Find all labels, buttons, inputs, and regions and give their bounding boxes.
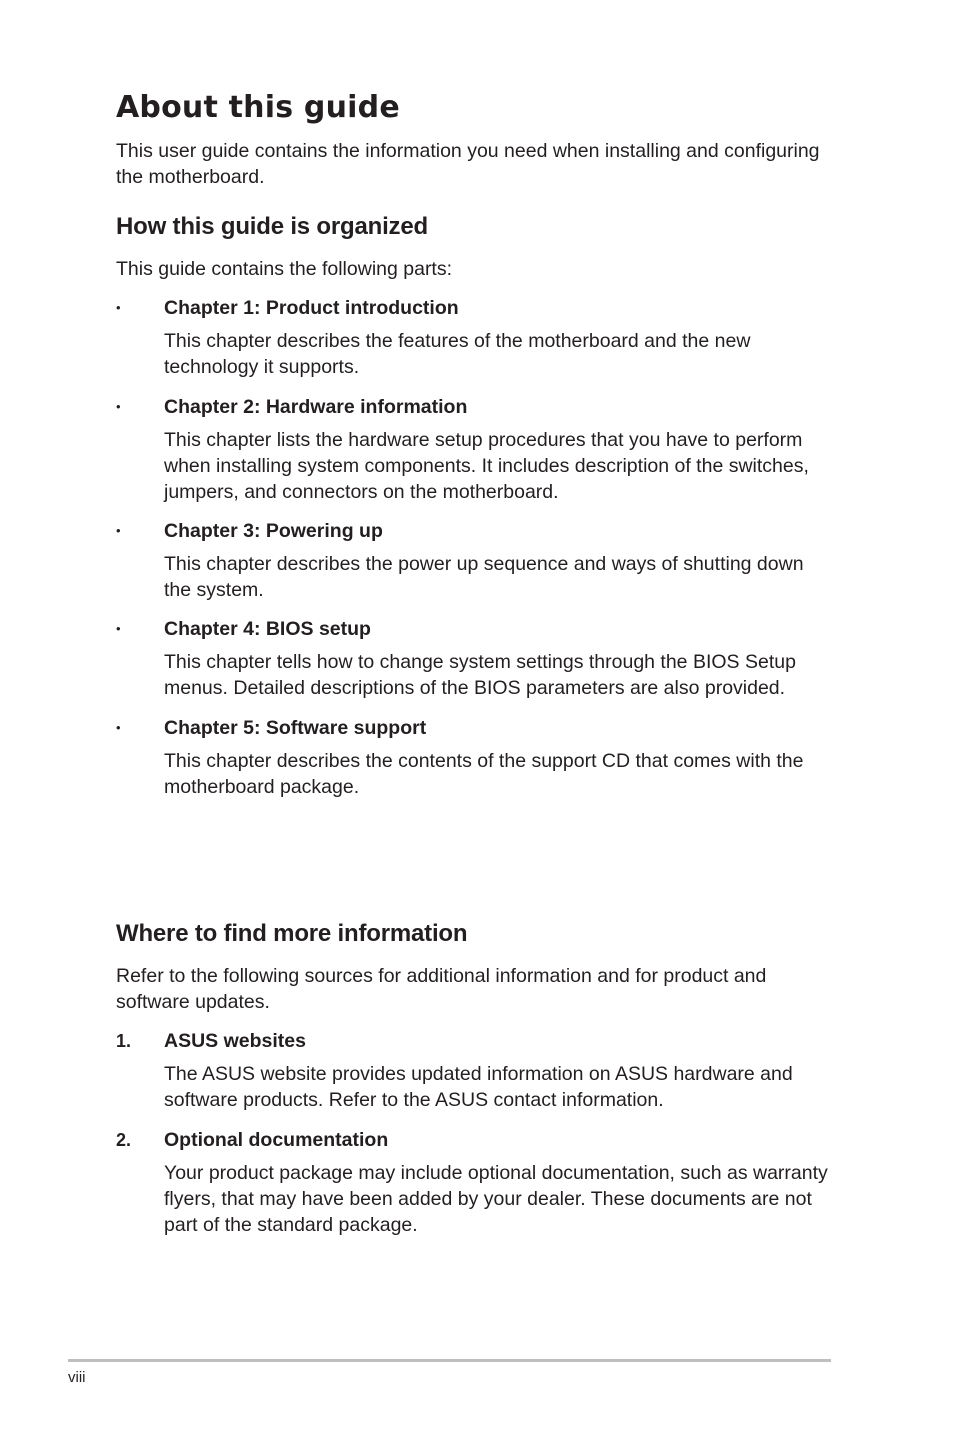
source-description: The ASUS website provides updated information on ASUS hardware and software products. Refer to the ASUS contact information. (164, 1063, 793, 1111)
chapter-description: This chapter describes the contents of the support CD that comes with the motherboard package. (164, 750, 804, 798)
chapter-title: Chapter 4: BIOS setup (164, 618, 371, 640)
source-title: ASUS websites (164, 1030, 306, 1052)
intro-paragraph: This user guide contains the information you need when installing and configuring the motherboard. (116, 140, 820, 188)
chapter-description: This chapter tells how to change system settings through the BIOS Setup menus. Detailed descriptions of the BIOS parameters are also provided. (164, 651, 796, 699)
section-heading-more-info: Where to find more information (116, 920, 468, 947)
page-title: About this guide (116, 90, 400, 125)
chapter-item (116, 394, 836, 505)
chapter-title: Chapter 1: Product introduction (164, 297, 459, 319)
chapter-description: This chapter describes the power up sequence and ways of shutting down the system. (164, 553, 804, 601)
number-marker: 2. (116, 1130, 132, 1150)
source-title: Optional documentation (164, 1129, 389, 1151)
bullet-marker: • (116, 621, 121, 636)
chapter-title: Chapter 2: Hardware information (164, 396, 468, 418)
chapter-title: Chapter 3: Powering up (164, 520, 383, 542)
chapter-item (116, 715, 836, 800)
chapter-description: This chapter describes the features of the motherboard and the new technology it supports. (164, 330, 751, 378)
chapter-item (116, 295, 836, 380)
bullet-marker: • (116, 720, 121, 735)
source-description: Your product package may include optional documentation, such as warranty flyers, that may have been added by your dealer. These documents are not part of the standard package. (164, 1162, 828, 1236)
chapter-description: This chapter lists the hardware setup procedures that you have to perform when installing system components. It includes description of the switches, jumpers, and connectors on the motherboard. (164, 429, 809, 503)
footer-divider (68, 1359, 831, 1362)
section-heading-organized: How this guide is organized (116, 213, 428, 240)
source-item (116, 1028, 836, 1113)
section-lead-organized: This guide contains the following parts: (116, 258, 453, 280)
chapter-item (116, 518, 836, 603)
source-item (116, 1127, 836, 1238)
bullet-marker: • (116, 300, 121, 315)
chapter-title: Chapter 5: Software support (164, 717, 427, 739)
bullet-marker: • (116, 399, 121, 414)
page-number: viii (68, 1369, 86, 1386)
section-lead-more-info: Refer to the following sources for additional information and for product and software updates. (116, 965, 767, 1013)
chapter-item (116, 616, 836, 701)
number-marker: 1. (116, 1031, 132, 1051)
bullet-marker: • (116, 523, 121, 538)
